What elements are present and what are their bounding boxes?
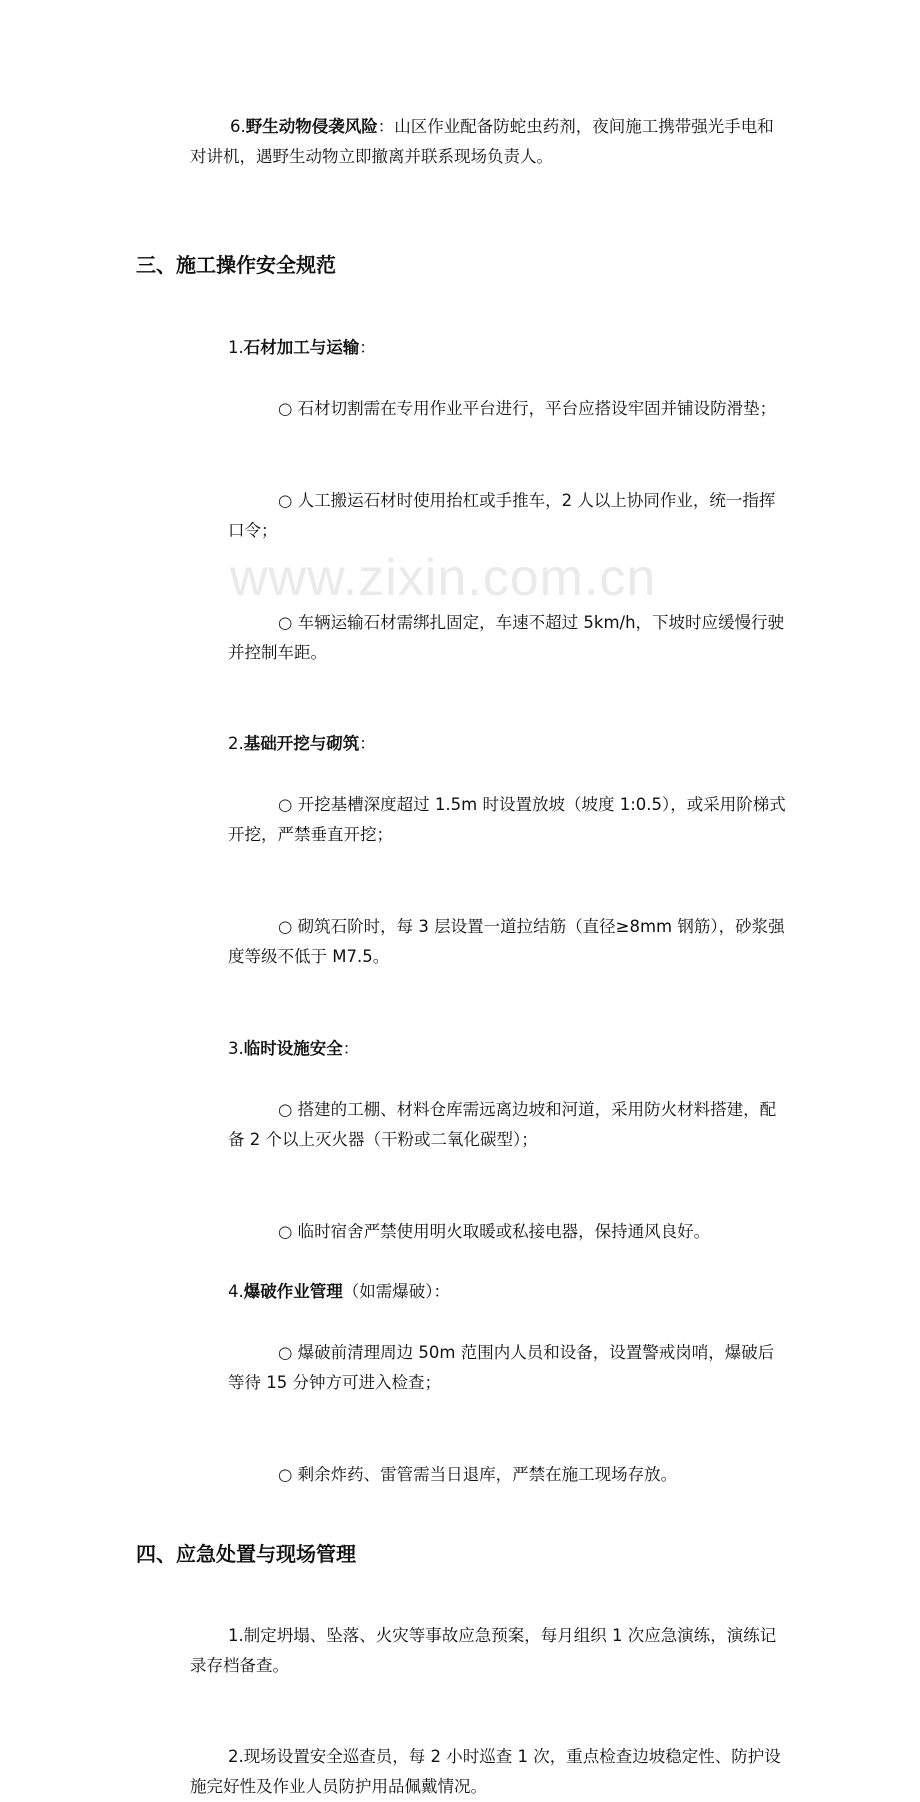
item-number: 3.	[228, 1039, 244, 1058]
list-item	[190, 1742, 788, 1802]
sub-list-item	[228, 608, 788, 668]
item-text: 现场设置安全巡查员，每 2 小时巡查 1 次，重点检查边坡稳定性、防护设施完好性及作业人员防护用品佩戴情况。	[190, 1747, 781, 1796]
circle-bullet-icon: ○	[278, 1100, 298, 1119]
sub-item-text: 搭建的工棚、材料仓库需远离边坡和河道，采用防火材料搭建，配备 2 个以上灭火器（干粉或二氧化碳型）；	[228, 1100, 777, 1149]
list-item	[190, 112, 786, 172]
sub-item-text: 爆破前清理周边 50m 范围内人员和设备，设置警戒岗哨，爆破后等待 15 分钟方可进入检查；	[228, 1343, 775, 1392]
circle-bullet-icon: ○	[278, 399, 298, 418]
sub-list-item	[228, 394, 788, 424]
sub-list-item	[228, 1338, 788, 1398]
circle-bullet-icon: ○	[278, 1222, 298, 1241]
item-number: 4.	[228, 1282, 244, 1301]
list-item-heading	[228, 333, 920, 363]
item-number: 6.	[230, 117, 246, 136]
list-item-heading	[228, 1034, 920, 1064]
item-number: 2.	[228, 734, 244, 753]
circle-bullet-icon: ○	[278, 1343, 298, 1362]
item-number: 2.	[228, 1747, 244, 1766]
sub-item-text: 开挖基槽深度超过 1.5m 时设置放坡（坡度 1:0.5），或采用阶梯式开挖，严禁垂直开挖；	[228, 795, 786, 844]
sub-item-text: 临时宿舍严禁使用明火取暖或私接电器，保持通风良好。	[297, 1222, 711, 1241]
sub-list-item	[228, 790, 788, 850]
item-title: 基础开挖与砌筑	[243, 734, 360, 753]
item-title: 临时设施安全	[243, 1039, 343, 1058]
list-item	[190, 1621, 788, 1681]
item-title: 石材加工与运输	[243, 338, 360, 357]
circle-bullet-icon: ○	[278, 917, 298, 936]
circle-bullet-icon: ○	[278, 613, 298, 632]
circle-bullet-icon: ○	[278, 795, 298, 814]
section-heading: 四、应急处置与现场管理	[136, 1542, 356, 1566]
sub-list-item	[228, 486, 788, 546]
item-title: 野生动物侵袭风险	[245, 117, 378, 136]
item-number: 1.	[228, 338, 244, 357]
item-suffix: ：	[359, 734, 376, 753]
item-number: 1.	[228, 1626, 244, 1645]
list-item-heading	[228, 729, 920, 759]
item-title: 爆破作业管理	[243, 1282, 343, 1301]
item-text: ：山区作业配备防蛇虫药剂，夜间施工携带强光手电和对讲机，遇野生动物立即撤离并联系现场负责人。	[190, 117, 774, 166]
sub-list-item	[228, 1217, 788, 1247]
sub-item-text: 剩余炸药、雷管需当日退库，严禁在施工现场存放。	[297, 1465, 678, 1484]
item-suffix: （如需爆破）：	[342, 1282, 450, 1301]
circle-bullet-icon: ○	[278, 1465, 298, 1484]
sub-list-item	[228, 1095, 788, 1155]
item-suffix: ：	[359, 338, 376, 357]
item-text: 制定坍塌、坠落、火灾等事故应急预案，每月组织 1 次应急演练，演练记录存档备查。	[190, 1626, 777, 1675]
sub-list-item	[228, 912, 788, 972]
item-suffix: ：	[342, 1039, 360, 1058]
list-item-heading	[228, 1277, 920, 1307]
sub-item-text: 车辆运输石材需绑扎固定，车速不超过 5km/h，下坡时应缓慢行驶并控制车距。	[228, 613, 785, 662]
sub-list-item	[228, 1460, 788, 1490]
circle-bullet-icon: ○	[278, 491, 298, 510]
sub-item-text: 石材切割需在专用作业平台进行，平台应搭设牢固并铺设防滑垫；	[297, 399, 777, 418]
watermark: www.zixin.com.cn	[230, 549, 657, 607]
sub-item-text: 人工搬运石材时使用抬杠或手推车，2 人以上协同作业，统一指挥口令；	[228, 491, 776, 540]
sub-item-text: 砌筑石阶时，每 3 层设置一道拉结筋（直径≥8mm 钢筋），砂浆强度等级不低于 M7.5。	[228, 917, 785, 966]
section-heading: 三、施工操作安全规范	[136, 253, 336, 277]
